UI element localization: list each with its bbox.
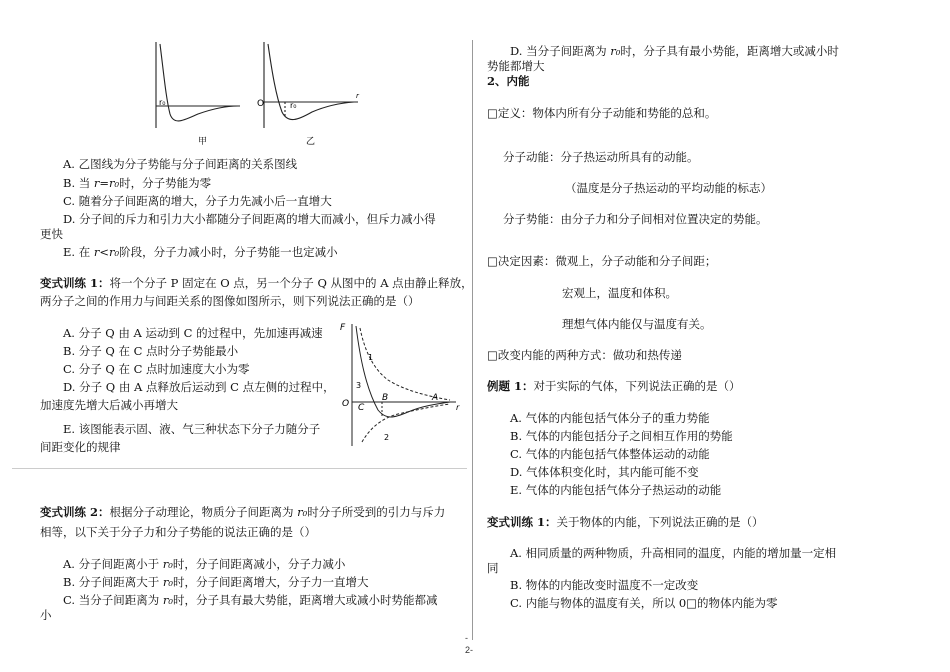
- example1-question: 例题 1：对于实际的气体，下列说法正确的是（）: [487, 379, 741, 393]
- fig1-axis-r: r: [356, 92, 359, 100]
- v1-question-line1: 变式训练 1：将一个分子 P 固定在 O 点，另一个分子 Q 从图中的 A 点由静止释放，: [40, 276, 473, 290]
- q1-option-a: A. 乙图线为分子势能与分子间距离的关系图线: [63, 157, 298, 171]
- section-heading: 2、内能: [487, 74, 530, 88]
- deciding-factors: □决定因素：微观上，分子动能和分子间距；: [487, 254, 717, 268]
- macro-factors: 宏观上，温度和体积。: [562, 286, 677, 300]
- v2-question-line2: 相等，以下关于分子力和分子势能的说法正确的是（）: [40, 525, 316, 539]
- v1-option-e-cont: 间距变化的规律: [40, 440, 121, 454]
- v1-option-e: E. 该图能表示固、液、气三种状态下分子力随分子: [63, 422, 321, 436]
- fig2-curve1: 1: [368, 353, 374, 362]
- v2-option-d: D. 当分子间距离为 r₀时，分子具有最小势能，距离增大或减小时: [510, 44, 839, 58]
- kinetic-energy-def: 分子动能：分子热运动所具有的动能。: [503, 150, 699, 164]
- figure-force-distance: [338, 318, 468, 453]
- v1-option-c: C. 分子 Q 在 C 点时加速度大小为零: [63, 362, 250, 376]
- q1-option-d-cont: 更快: [40, 227, 63, 241]
- fig2-curve2: 2: [384, 433, 390, 442]
- right-v1-question: 变式训练 1：关于物体的内能，下列说法正确的是（）: [487, 515, 764, 529]
- q1-option-b: B. 当 r=r₀时，分子势能为零: [63, 176, 212, 190]
- fig2-F: F: [340, 323, 346, 333]
- fig2-r: r: [456, 403, 460, 412]
- example1-option-c: C. 气体的内能包括气体整体运动的动能: [510, 447, 710, 461]
- example1-option-a: A. 气体的内能包括气体分子的重力势能: [510, 411, 710, 425]
- fig2-O: O: [342, 399, 350, 409]
- q1-option-e: E. 在 r<r₀阶段，分子力减小时，分子势能一也定减小: [63, 245, 338, 259]
- column-divider: [472, 40, 473, 640]
- v1-question-line2: 两分子之间的作用力与间距关系的图像如图所示，则下列说法正确的是（）: [40, 294, 420, 308]
- v1-option-b: B. 分子 Q 在 C 点时分子势能最小: [63, 344, 239, 358]
- right-v1-option-a: A. 相同质量的两种物质，升高相同的温度，内能的增加量一定相: [510, 546, 837, 560]
- v2-option-b: B. 分子间距离大于 r₀时，分子间距离增大，分子力一直增大: [63, 575, 369, 589]
- potential-energy-def: 分子势能：由分子力和分子间相对位置决定的势能。: [503, 212, 768, 226]
- page-number: 2-: [465, 645, 474, 655]
- v1-option-d: D. 分子 Q 由 A 点释放后运动到 C 点左侧的过程中，: [63, 380, 335, 394]
- example1-option-b: B. 气体的内能包括分子之间相互作用的势能: [510, 429, 733, 443]
- v2-option-c-cont: 小: [40, 608, 52, 622]
- v2-option-d-cont: 势能都增大: [487, 59, 545, 73]
- fig2-curve3: 3: [356, 381, 362, 390]
- q1-option-c: C. 随着分子间距离的增大，分子力先减小后一直增大: [63, 194, 332, 208]
- v2-option-c: C. 当分子间距离为 r₀时，分子具有最大势能，距离增大或减小时势能都减: [63, 593, 438, 607]
- fig1-r0-left: r₀: [159, 98, 166, 107]
- fig1-o-right: O: [257, 99, 265, 109]
- v2-option-a: A. 分子间距离小于 r₀时，分子间距离减小，分子力减小: [63, 557, 346, 571]
- right-v1-option-a-cont: 同: [487, 561, 499, 575]
- fig2-A: A: [432, 393, 439, 403]
- definition: □定义：物体内所有分子动能和势能的总和。: [487, 106, 717, 120]
- v1-option-a: A. 分子 Q 由 A 运动到 C 的过程中，先加速再减速: [63, 326, 323, 340]
- ideal-gas-note: 理想气体内能仅与温度有关。: [562, 317, 712, 331]
- right-v1-option-c: C. 内能与物体的温度有关，所以 0□的物体内能为零: [510, 596, 778, 610]
- fig1-r0-right: r₀: [290, 101, 297, 110]
- ways-to-change: □改变内能的两种方式：做功和热传递: [487, 348, 682, 362]
- footer-dash: -: [465, 633, 468, 643]
- section-separator: [12, 468, 467, 469]
- v1-option-d-cont: 加速度先增大后减小再增大: [40, 398, 178, 412]
- example1-option-e: E. 气体的内能包括气体分子热运动的动能: [510, 483, 722, 497]
- fig2-C: C: [358, 403, 365, 413]
- example1-option-d: D. 气体体积变化时，其内能可能不变: [510, 465, 699, 479]
- v2-question-line1: 变式训练 2：根据分子动理论，物质分子间距离为 r₀时分子所受到的引力与斥力: [40, 505, 446, 519]
- right-v1-option-b: B. 物体的内能改变时温度不一定改变: [510, 578, 699, 592]
- fig2-B: B: [382, 393, 389, 403]
- figure-jia-yi: [140, 36, 370, 148]
- temperature-note: （温度是分子热运动的平均动能的标志）: [565, 181, 772, 195]
- q1-option-d: D. 分子间的斥力和引力大小都随分子间距离的增大而减小，但斥力减小得: [63, 212, 436, 226]
- fig1-label-jia: 甲: [198, 137, 208, 147]
- fig1-label-yi: 乙: [306, 137, 316, 147]
